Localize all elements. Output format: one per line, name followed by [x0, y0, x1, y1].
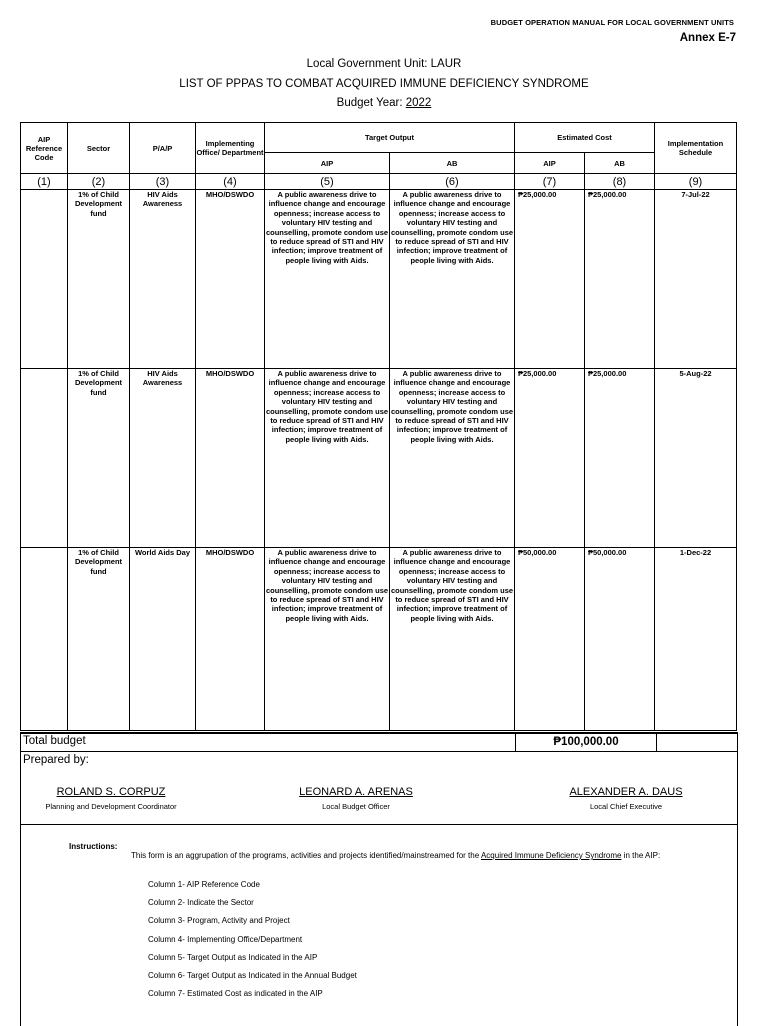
header-estimated-cost: Estimated Cost [515, 123, 655, 153]
header-schedule: Implementation Schedule [655, 123, 737, 174]
cell-ref [21, 548, 68, 731]
cell-cost-aip: ₱25,000.00 [515, 190, 585, 369]
cell-pap: HIV Aids Awareness [130, 369, 196, 548]
cell-pap: HIV Aids Awareness [130, 190, 196, 369]
table-row [21, 190, 737, 369]
column-number-row [21, 174, 737, 190]
cell-target-ab: A public awareness drive to influence change and encourage openness; increase access to voluntary HIV testing and counselling, promote condom use to reduce spread of STI and HIV infection; improve treatment of people living with Aids. [390, 369, 515, 548]
instructions-text-before: This form is an aggrupation of the programs, activities and projects identified/mainstreamed for the [131, 851, 481, 860]
col-number: (5) [265, 174, 390, 190]
col-number: (8) [585, 174, 655, 190]
total-label: Total budget [23, 735, 86, 747]
column-instructions-list [148, 880, 357, 1007]
budget-year-value: 2022 [405, 97, 432, 109]
header-target-aip: AIP [265, 153, 390, 174]
signatory-role: Local Budget Officer [322, 802, 390, 811]
col-number: (6) [390, 174, 515, 190]
instructions-text-after: in the AIP: [621, 851, 661, 860]
cell-target-aip: A public awareness drive to influence change and encourage openness; increase access to voluntary HIV testing and counselling, promote condom use to reduce spread of STI and HIV infection; improve treatment of people living with Aids. [265, 190, 390, 369]
col-number: (1) [21, 174, 68, 190]
cell-schedule: 1-Dec-22 [655, 548, 737, 731]
table-row [21, 548, 737, 731]
total-amount: ₱100,000.00 [515, 734, 657, 751]
divider [21, 824, 737, 825]
prepared-by-label: Prepared by: [23, 754, 89, 766]
cell-pap: World Aids Day [130, 548, 196, 731]
cell-target-aip: A public awareness drive to influence change and encourage openness; increase access to voluntary HIV testing and counselling, promote condom use to reduce spread of STI and HIV infection; improve treatment of people living with Aids. [265, 369, 390, 548]
annex-label: Annex E-7 [679, 32, 736, 44]
cell-ref [21, 369, 68, 548]
header-sector: Sector [68, 123, 130, 174]
list-item: Column 1- AIP Reference Code [148, 880, 260, 889]
header-target-ab: AB [390, 153, 515, 174]
cell-cost-ab: ₱25,000.00 [585, 190, 655, 369]
signatory-name: ALEXANDER A. DAUS [569, 786, 683, 798]
instructions-text-link: Acquired Immune Deficiency Syndrome [480, 851, 622, 860]
list-item: Column 2- Indicate the Sector [148, 898, 254, 908]
signatory-name: LEONARD A. ARENAS [299, 786, 413, 798]
signatory-role: Local Chief Executive [589, 802, 663, 811]
cell-ref [21, 190, 68, 369]
col-number: (7) [515, 174, 585, 190]
cell-target-ab: A public awareness drive to influence change and encourage openness; increase access to voluntary HIV testing and counselling, promote condom use to reduce spread of STI and HIV infection; improve treatment of people living with Aids. [390, 190, 515, 369]
list-item: Column 7- Estimated Cost as indicated in the AIP [148, 989, 323, 999]
table-row [21, 369, 737, 548]
col-number: (3) [130, 174, 196, 190]
cell-target-aip: A public awareness drive to influence change and encourage openness; increase access to voluntary HIV testing and counselling, promote condom use to reduce spread of STI and HIV infection; improve treatment of people living with Aids. [265, 548, 390, 731]
cell-sector: 1% of Child Development fund [68, 369, 130, 548]
signatory-budget [261, 786, 451, 811]
header-cost-aip: AIP [515, 153, 585, 174]
instructions-label: Instructions: [69, 842, 118, 851]
signatory-planning [21, 786, 201, 811]
budget-year-label: Budget Year: [336, 97, 406, 109]
header-office: Implementing Office/ Department [196, 123, 265, 174]
budget-year [0, 97, 768, 109]
list-item: Column 3- Program, Activity and Project [148, 916, 290, 926]
signatory-name: ROLAND S. CORPUZ [56, 786, 166, 798]
col-number: (4) [196, 174, 265, 190]
header-pap: P/A/P [130, 123, 196, 174]
document-title: LIST OF PPPAS TO COMBAT ACQUIRED IMMUNE DEFICIENCY SYNDROME [179, 78, 589, 90]
cell-cost-aip: ₱50,000.00 [515, 548, 585, 731]
lgu-name: Local Government Unit: LAUR [306, 58, 462, 70]
instructions-text [131, 850, 731, 861]
cell-office: MHO/DSWDO [196, 369, 265, 548]
header-aip-ref: AIP Reference Code [21, 123, 68, 174]
list-item: Column 6- Target Output as Indicated in the Annual Budget [148, 970, 357, 980]
list-item: Column 5- Target Output as Indicated in the AIP [148, 952, 318, 962]
ppa-table [20, 122, 737, 731]
manual-title: BUDGET OPERATION MANUAL FOR LOCAL GOVERNMENT UNITS [490, 18, 734, 27]
footer-section [20, 732, 738, 1026]
cell-office: MHO/DSWDO [196, 548, 265, 731]
cell-sector: 1% of Child Development fund [68, 548, 130, 731]
col-number: (9) [655, 174, 737, 190]
cell-schedule: 7-Jul-22 [655, 190, 737, 369]
total-row [21, 734, 737, 752]
cell-office: MHO/DSWDO [196, 190, 265, 369]
cell-cost-ab: ₱25,000.00 [585, 369, 655, 548]
header-row-1 [21, 123, 737, 153]
cell-sector: 1% of Child Development fund [68, 190, 130, 369]
cell-schedule: 5-Aug-22 [655, 369, 737, 548]
cell-cost-ab: ₱50,000.00 [585, 548, 655, 731]
col-number: (2) [68, 174, 130, 190]
cell-cost-aip: ₱25,000.00 [515, 369, 585, 548]
list-item: Column 4- Implementing Office/Department [148, 934, 303, 944]
signatory-executive [541, 786, 711, 811]
signatory-role: Planning and Development Coordinator [45, 802, 177, 811]
cell-target-ab: A public awareness drive to influence change and encourage openness; increase access to voluntary HIV testing and counselling, promote condom use to reduce spread of STI and HIV infection; improve treatment of people living with Aids. [390, 548, 515, 731]
header-cost-ab: AB [585, 153, 655, 174]
header-target-output: Target Output [265, 123, 515, 153]
